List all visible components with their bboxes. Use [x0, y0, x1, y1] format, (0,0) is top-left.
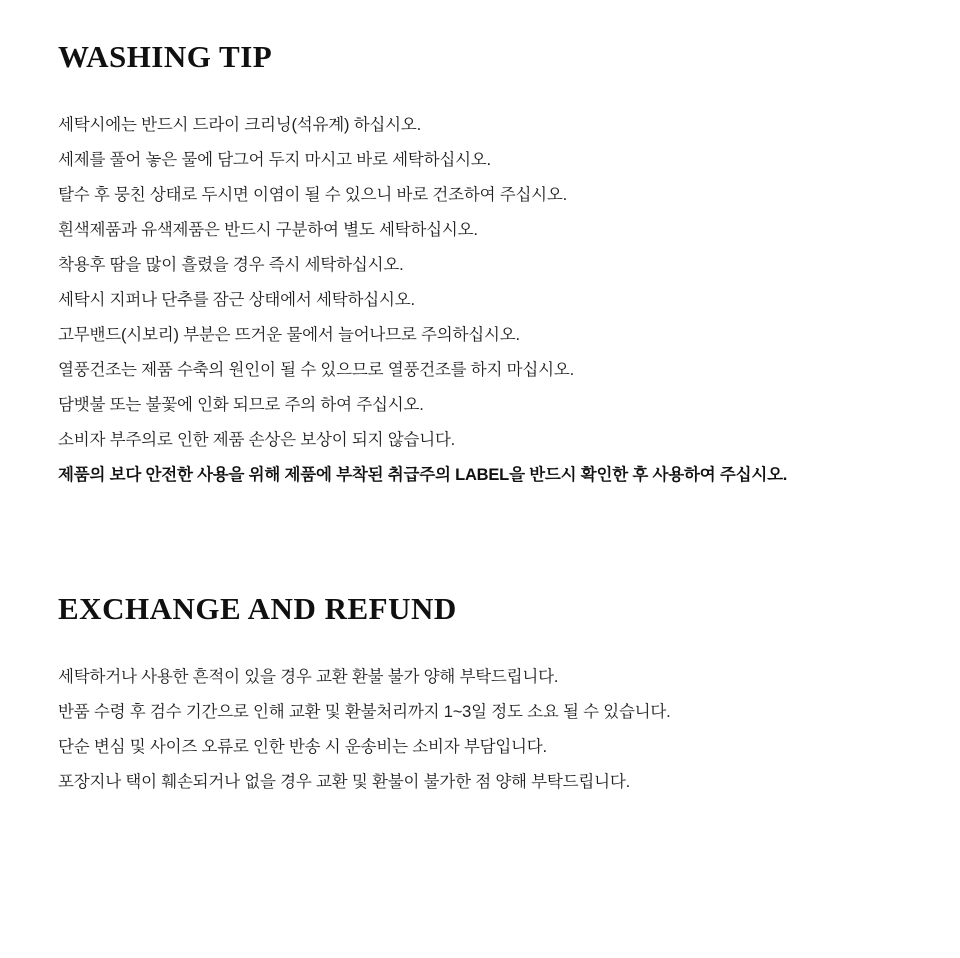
exchange-refund-list	[58, 660, 912, 800]
list-item: 소비자 부주의로 인한 제품 손상은 보상이 되지 않습니다.	[58, 431, 456, 450]
section-washing-tip	[58, 40, 912, 493]
list-item: 포장지나 택이 훼손되거나 없을 경우 교환 및 환불이 불가한 점 양해 부탁드립니다.	[58, 773, 630, 792]
list-item: 세제를 풀어 놓은 물에 담그어 두지 마시고 바로 세탁하십시오.	[58, 151, 491, 170]
washing-tip-list	[58, 108, 912, 493]
list-item: 흰색제품과 유색제품은 반드시 구분하여 별도 세탁하십시오.	[58, 221, 478, 240]
list-item: 탈수 후 뭉친 상태로 두시면 이염이 될 수 있으니 바로 건조하여 주십시오.	[58, 186, 568, 205]
page-title-exchange-and-refund: EXCHANGE AND REFUND	[58, 591, 457, 626]
section-exchange-and-refund	[58, 592, 912, 800]
list-item: 세탁하거나 사용한 흔적이 있을 경우 교환 환불 불가 양해 부탁드립니다.	[58, 668, 559, 687]
list-item: 반품 수령 후 검수 기간으로 인해 교환 및 환불처리까지 1~3일 정도 소요 될 수 있습니다.	[58, 703, 671, 722]
list-item-emphasis: 제품의 보다 안전한 사용을 위해 제품에 부착된 취급주의 LABEL을 반드시 확인한 후 사용하여 주십시오.	[58, 466, 788, 485]
list-item: 세탁시에는 반드시 드라이 크리닝(석유계) 하십시오.	[58, 116, 422, 135]
list-item: 담뱃불 또는 불꽃에 인화 되므로 주의 하여 주십시오.	[58, 396, 424, 415]
page-title-washing-tip: WASHING TIP	[58, 39, 273, 74]
list-item: 단순 변심 및 사이즈 오류로 인한 반송 시 운송비는 소비자 부담입니다.	[58, 738, 547, 757]
list-item: 착용후 땀을 많이 흘렸을 경우 즉시 세탁하십시오.	[58, 256, 404, 275]
list-item: 열풍건조는 제품 수축의 원인이 될 수 있으므로 열풍건조를 하지 마십시오.	[58, 361, 575, 380]
list-item: 세탁시 지퍼나 단추를 잠근 상태에서 세탁하십시오.	[58, 291, 415, 310]
list-item: 고무밴드(시보리) 부분은 뜨거운 물에서 늘어나므로 주의하십시오.	[58, 326, 520, 345]
